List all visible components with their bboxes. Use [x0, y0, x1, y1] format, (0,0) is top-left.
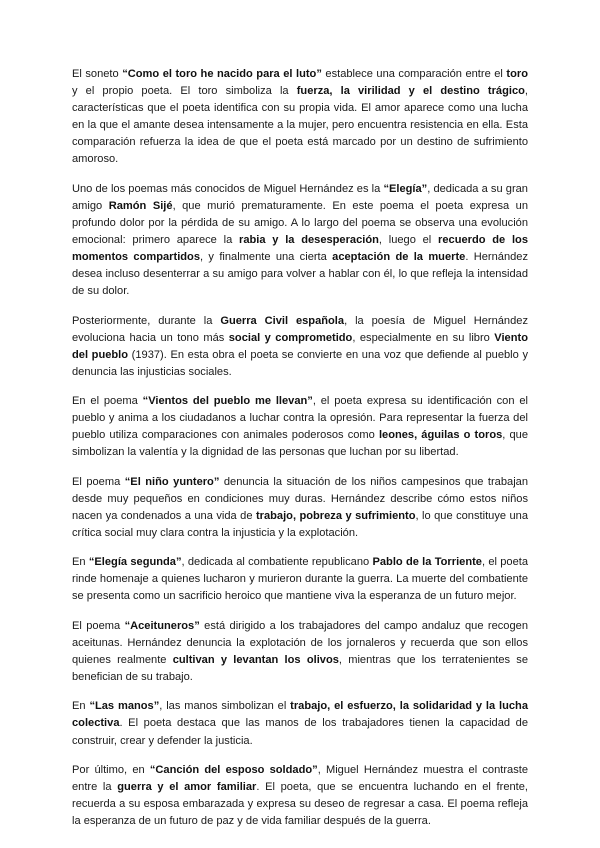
- text-run: Por último, en: [72, 763, 150, 776]
- text-run: , el poeta expresa su identificación con el pueblo y anima a los ciudadanos a luchar contra la opresión. Para representar la fuerza del pueblo utiliza comparaciones con animales poderosos como: [72, 395, 528, 442]
- bold-text: “Elegía”: [383, 182, 428, 195]
- text-run: . Hernández desea incluso desenterrar a su amigo para volver a hablar con él, lo que refleja la intensidad de su dolor.: [72, 251, 529, 298]
- text-run: Uno de los poemas más conocidos de Miguel Hernández es la: [72, 182, 384, 195]
- text-run: y el propio poeta. El toro simboliza la: [72, 85, 297, 98]
- text-run: , la poesía de Miguel Hernández evoluciona hacia un tono más: [72, 314, 528, 344]
- bold-text: aceptación de la muerte: [332, 251, 466, 264]
- bold-text: Ramón Sijé: [108, 199, 173, 212]
- bold-text: guerra y el amor familiar: [117, 780, 257, 793]
- text-run: denuncia la situación de los niños campesinos que trabajan desde muy pequeños en condiciones muy duras. Hernández describe cómo estos niños nacen ya condenados a una vida de: [72, 475, 528, 522]
- bold-text: fuerza, la virilidad y el destino trágico: [296, 85, 525, 98]
- text-run: , que murió prematuramente. En este poema el poeta expresa un profundo dolor por la pérdida de su amigo. A lo largo del poema se observa una evolución emocional: primero aparece la: [72, 199, 528, 247]
- bold-text: cultivan y levantan los olivos: [172, 653, 339, 666]
- text-run: , mientras que los terratenientes se benefician de su trabajo.: [72, 653, 529, 684]
- text-run: , que simbolizan la valentía y la dignidad de las personas que luchan por su libertad.: [72, 429, 528, 459]
- paragraph-aceituneros: [72, 618, 528, 686]
- text-run: , dedicada a su gran amigo: [72, 182, 528, 212]
- text-run: El poema: [72, 475, 125, 488]
- paragraph-nino-yuntero: [72, 474, 528, 542]
- text-run: , las manos simbolizan el: [159, 700, 291, 713]
- text-run: En el poema: [72, 395, 143, 408]
- bold-text: “Como el toro he nacido para el luto”: [122, 68, 322, 80]
- bold-text: “Las manos”: [89, 700, 160, 713]
- paragraph-vientos-del-pueblo: [72, 393, 528, 461]
- text-run: El poema: [72, 619, 125, 632]
- bold-text: “Vientos del pueblo me llevan”: [142, 395, 313, 408]
- text-run: En: [72, 556, 89, 569]
- bold-text: Guerra Civil española: [220, 314, 345, 327]
- text-run: , dedicada al combatiente republicano: [181, 556, 373, 569]
- bold-text: “El niño yuntero”: [124, 475, 220, 488]
- paragraph-esposo-soldado: [72, 762, 528, 830]
- bold-text: toro: [506, 68, 528, 80]
- text-run: , especialmente en su libro: [352, 331, 495, 344]
- text-run: establece una comparación entre el: [321, 68, 507, 80]
- bold-text: recuerdo de los momentos compartidos: [72, 234, 528, 264]
- paragraph-elegia: [72, 181, 528, 301]
- bold-text: leones, águilas o toros: [378, 429, 503, 442]
- text-run: está dirigido a los trabajadores del campo andaluz que recogen aceitunas. Hernández denuncia la explotación de los jornaleros y recuerda que son ellos quienes realmente: [72, 619, 528, 666]
- paragraph-las-manos: [72, 698, 528, 749]
- paragraph-elegia-segunda: [72, 554, 528, 605]
- paragraph-toro: [72, 66, 528, 169]
- bold-text: rabia y la desesperación: [239, 234, 379, 247]
- text-run: . El poeta, que se encuentra luchando en el frente, recuerda a su esposa embarazada y expresa su deseo de regresar a casa. El poema refleja la esperanza de un futuro de paz y de vida familiar después de la guerra.: [72, 780, 528, 828]
- text-run: , luego el: [378, 234, 439, 247]
- bold-text: social y comprometido: [228, 331, 353, 344]
- text-run: , y finalmente una cierta: [200, 251, 333, 264]
- text-run: . El poeta destaca que las manos de los trabajadores tienen la capacidad de construir, crear y defender la justicia.: [72, 717, 528, 747]
- text-run: , Miguel Hernández muestra el contraste entre la: [72, 763, 529, 793]
- paragraph-guerra-civil: [72, 313, 528, 381]
- bold-text: “Aceituneros”: [124, 619, 200, 632]
- bold-text: “Elegía segunda”: [88, 556, 182, 569]
- text-run: (1937). En esta obra el poeta se convierte en una voz que defiende al pueblo y denuncia las injusticias sociales.: [72, 348, 528, 378]
- text-run: , características que el poeta identifica con su propia vida. El amor aparece como una lucha en la que el amante desea intensamente a la mujer, pero encuentra resistencia en ella. Esta comparación refuerza la idea de que el poeta está marcado por un destino de sufrimiento amoroso.: [72, 85, 528, 166]
- text-run: , lo que constituye una crítica social muy clara contra la injusticia y la explotación.: [72, 509, 529, 539]
- bold-text: “Canción del esposo soldado”: [149, 763, 318, 776]
- text-run: El soneto: [72, 68, 123, 80]
- bold-text: Viento del pueblo: [72, 331, 528, 361]
- text-run: , el poeta rinde homenaje a quienes lucharon y murieron durante la guerra. La muerte del combatiente se presenta como un sacrificio heroico que mantiene viva la esperanza de un futuro mejor.: [72, 556, 528, 603]
- document-page: [72, 66, 528, 842]
- text-run: En: [72, 700, 90, 713]
- bold-text: trabajo, pobreza y sufrimiento: [255, 509, 416, 522]
- bold-text: Pablo de la Torriente: [372, 556, 482, 569]
- text-run: Posteriormente, durante la: [72, 314, 221, 327]
- bold-text: trabajo, el esfuerzo, la solidaridad y la lucha colectiva: [72, 700, 528, 730]
